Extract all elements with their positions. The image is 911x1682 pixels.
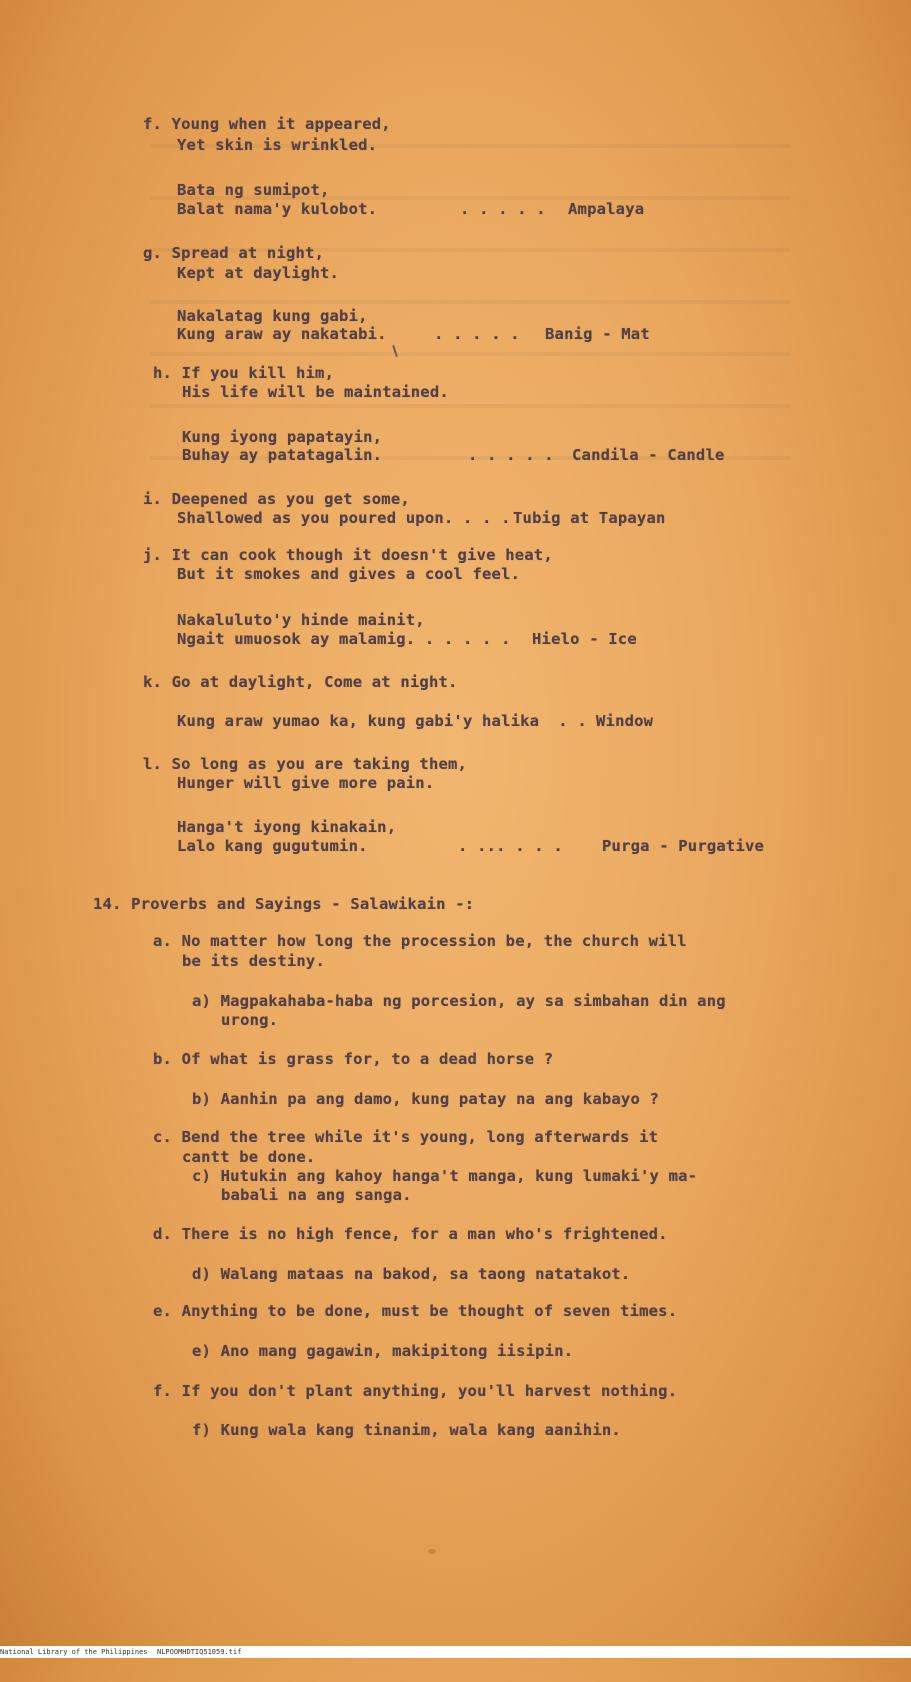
proverb-b-en: b. Of what is grass for, to a dead horse ? bbox=[153, 1050, 554, 1068]
riddle-l-dots: . ... . . . bbox=[458, 837, 563, 855]
riddle-j-tl-1: Nakaluluto'y hinde mainit, bbox=[177, 611, 425, 629]
riddle-l-en-2: Hunger will give more pain. bbox=[177, 774, 435, 792]
proverb-a-tl-1: a) Magpakahaba-haba ng porcesion, ay sa simbahan din ang bbox=[192, 992, 726, 1010]
proverb-d-tl: d) Walang mataas na bakod, sa taong natatakot. bbox=[192, 1265, 631, 1283]
footer-filename: NLPOOMHDTIQ51059.tif bbox=[157, 1648, 242, 1656]
proverb-a-tl-2: urong. bbox=[221, 1011, 279, 1029]
riddle-k-tl: Kung araw yumao ka, kung gabi'y halika . . bbox=[177, 712, 587, 730]
riddle-h-dots: . . . . . bbox=[468, 446, 554, 464]
proverb-c-tl-2: babali na ang sanga. bbox=[221, 1186, 412, 1204]
riddle-i-en-2: Shallowed as you poured upon. . . . bbox=[177, 509, 511, 527]
riddle-f-answer: Ampalaya bbox=[568, 200, 645, 218]
proverb-a-en-1: a. No matter how long the procession be, the church will bbox=[153, 932, 687, 950]
riddle-j-answer: Hielo - Ice bbox=[532, 630, 637, 648]
riddle-j-en-2: But it smokes and gives a cool feel. bbox=[177, 565, 521, 583]
riddle-f-en-1: f. Young when it appeared, bbox=[143, 115, 391, 133]
riddle-f-tl-1: Bata ng sumipot, bbox=[177, 181, 330, 199]
riddle-i-answer: Tubig at Tapayan bbox=[513, 509, 666, 527]
proverb-a-en-2: be its destiny. bbox=[182, 952, 325, 970]
riddle-h-en-2: His life will be maintained. bbox=[182, 383, 449, 401]
riddle-j-tl-2: Ngait umuosok ay malamig. . . . . . bbox=[177, 630, 511, 648]
riddle-f-dots: . . . . . bbox=[460, 200, 546, 218]
riddle-k-en: k. Go at daylight, Come at night. bbox=[143, 673, 458, 691]
proverb-c-tl-1: c) Hutukin ang kahoy hanga't manga, kung lumaki'y ma- bbox=[192, 1167, 698, 1185]
riddle-j-en-1: j. It can cook though it doesn't give heat, bbox=[143, 546, 553, 564]
riddle-g-tl-1: Nakalatag kung gabi, bbox=[177, 307, 368, 325]
riddle-g-dots: . . . . . bbox=[434, 325, 520, 343]
riddle-g-answer: Banig - Mat bbox=[545, 325, 650, 343]
section-14-heading: 14. Proverbs and Sayings - Salawikain -: bbox=[93, 895, 475, 913]
proverb-f-en: f. If you don't plant anything, you'll harvest nothing. bbox=[153, 1382, 678, 1400]
proverb-c-en-2: cantt be done. bbox=[182, 1148, 316, 1166]
proverb-d-en: d. There is no high fence, for a man who's frightened. bbox=[153, 1225, 668, 1243]
bleed-through-shadow bbox=[150, 118, 790, 478]
footer-library: National Library of the Philippines bbox=[0, 1648, 148, 1656]
riddle-h-en-1: h. If you kill him, bbox=[153, 364, 335, 382]
riddle-k-answer: Window bbox=[596, 712, 654, 730]
riddle-l-en-1: l. So long as you are taking them, bbox=[143, 755, 468, 773]
riddle-l-tl-1: Hanga't iyong kinakain, bbox=[177, 818, 397, 836]
riddle-i-en-1: i. Deepened as you get some, bbox=[143, 490, 410, 508]
riddle-f-en-2: Yet skin is wrinkled. bbox=[177, 136, 378, 154]
riddle-f-tl-2: Balat nama'y kulobot. bbox=[177, 200, 378, 218]
archive-footer bbox=[0, 1646, 911, 1658]
riddle-g-en-1: g. Spread at night, bbox=[143, 244, 325, 262]
riddle-g-tl-2: Kung araw ay nakatabi. bbox=[177, 325, 387, 343]
riddle-l-answer: Purga - Purgative bbox=[602, 837, 765, 855]
riddle-h-answer: Candila - Candle bbox=[572, 446, 725, 464]
riddle-h-tl-2: Buhay ay patatagalin. bbox=[182, 446, 383, 464]
riddle-g-en-2: Kept at daylight. bbox=[177, 264, 340, 282]
proverb-e-en: e. Anything to be done, must be thought of seven times. bbox=[153, 1302, 678, 1320]
stain-mark bbox=[428, 1549, 436, 1554]
proverb-f-tl: f) Kung wala kang tinanim, wala kang aanihin. bbox=[192, 1421, 621, 1439]
proverb-b-tl: b) Aanhin pa ang damo, kung patay na ang kabayo ? bbox=[192, 1090, 660, 1108]
proverb-e-tl: e) Ano mang gagawin, makipitong iisipin. bbox=[192, 1342, 574, 1360]
proverb-c-en-1: c. Bend the tree while it's young, long afterwards it bbox=[153, 1128, 659, 1146]
riddle-l-tl-2: Lalo kang gugutumin. bbox=[177, 837, 368, 855]
riddle-h-tl-1: Kung iyong papatayin, bbox=[182, 428, 383, 446]
